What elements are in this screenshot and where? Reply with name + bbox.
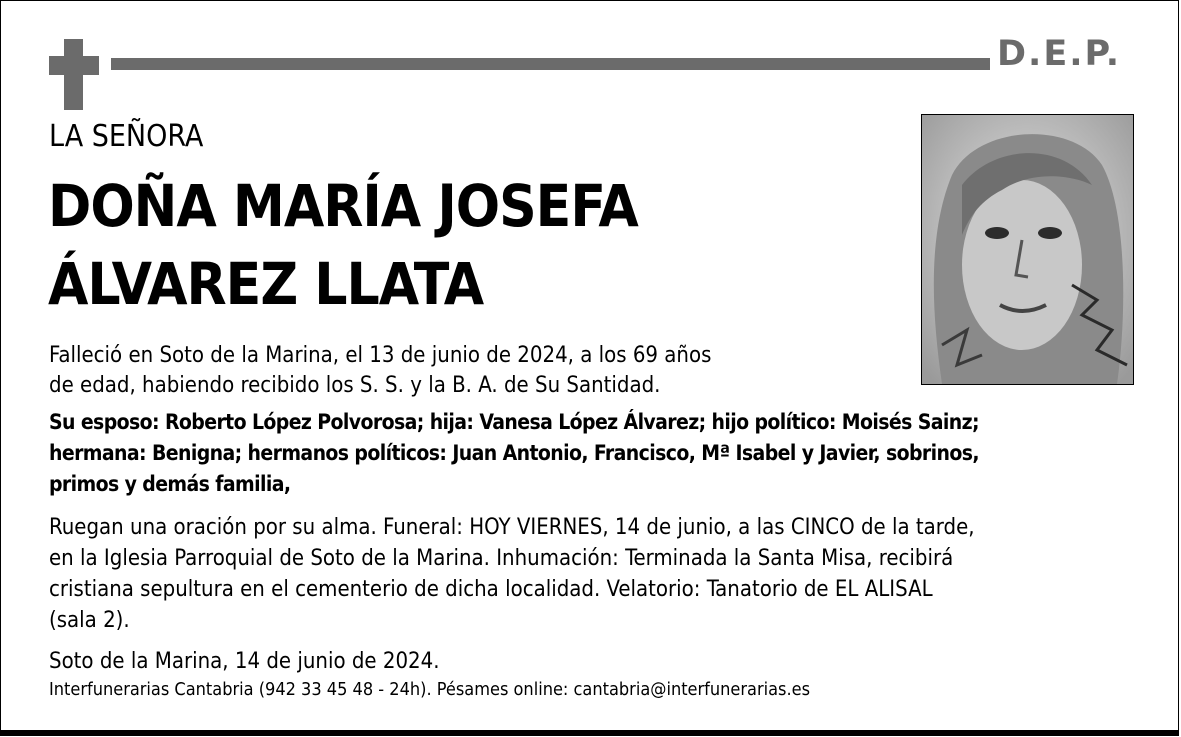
funeral-home-contact: Interfunerarias Cantabria (942 33 45 48 - 24h). Pésames online: cantabria@interfunerarias.es (49, 679, 811, 700)
family-line: primos y demás familia, (49, 472, 291, 496)
dep-label: D.E.P. (997, 34, 1122, 74)
deceased-title: LA SEÑORA (49, 119, 204, 154)
death-info (49, 341, 711, 401)
portrait-photo (921, 114, 1134, 385)
deceased-name-line2: ÁLVAREZ LLATA (48, 250, 484, 318)
family-line: hermana: Benigna; hermanos políticos: Juan Antonio, Francisco, Mª Isabel y Javier, sobrinos, (49, 441, 979, 465)
ceremony-line: (sala 2). (49, 608, 130, 633)
deceased-name-line1: DOÑA MARÍA JOSEFA (48, 172, 638, 240)
ceremony-line: en la Iglesia Parroquial de Soto de la Marina. Inhumación: Terminada la Santa Misa, recibirá (49, 546, 954, 571)
ceremony-line: cristiana sepultura en el cementerio de dicha localidad. Velatorio: Tanatorio de EL ALISAL (49, 577, 933, 602)
ceremony-line: Ruegan una oración por su alma. Funeral: HOY VIERNES, 14 de junio, a las CINCO de la tarde, (49, 515, 975, 540)
header-rule (111, 58, 990, 70)
death-info-line: de edad, habiendo recibido los S. S. y la B. A. de Su Santidad. (49, 373, 661, 398)
ceremony-info (49, 512, 975, 636)
death-info-line: Falleció en Soto de la Marina, el 13 de junio de 2024, a los 69 años (49, 343, 712, 368)
place-date: Soto de la Marina, 14 de junio de 2024. (49, 649, 440, 674)
family-line: Su esposo: Roberto López Polvorosa; hija: Vanesa López Álvarez; hijo político: Moisés Sainz; (49, 410, 979, 434)
family-list (49, 407, 979, 500)
